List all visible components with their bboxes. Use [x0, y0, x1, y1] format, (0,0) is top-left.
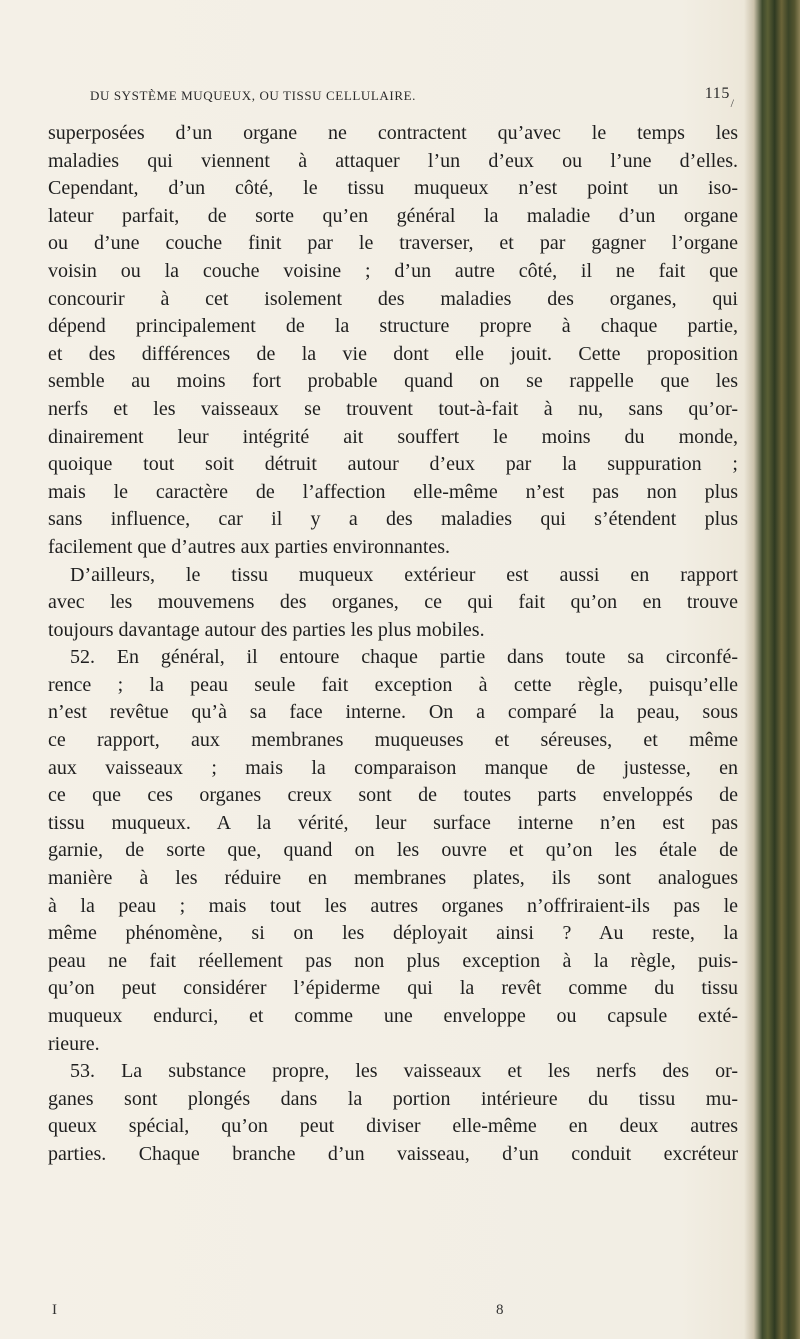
running-header — [90, 85, 730, 108]
signature-mark-right: 8 — [496, 1302, 504, 1318]
text-line: garnie, de sorte que, quand on les ouvre et qu’on les étale de — [48, 839, 738, 862]
text-line: voisin ou la couche voisine ; d’un autre côté, il ne fait que — [48, 259, 738, 282]
text-line: aux vaisseaux ; mais la comparaison manque de justesse, en — [48, 756, 738, 779]
signature-mark-left: I — [52, 1302, 57, 1318]
text-line: dépend principalement de la structure propre à chaque partie, — [48, 315, 738, 338]
body-text — [48, 120, 738, 1169]
text-line: queux spécial, qu’on peut diviser elle-même en deux autres — [48, 1115, 738, 1138]
running-title: DU SYSTÈME MUQUEUX, OU TISSU CELLULAIRE. — [90, 88, 417, 103]
text-line: peau ne fait réellement pas non plus exception à la règle, puis- — [48, 949, 738, 972]
text-line: ce que ces organes creux sont de toutes parts enveloppés de — [48, 784, 738, 807]
page-number: 115 — [704, 85, 730, 102]
text-line: muqueux endurci, et comme une enveloppe ou capsule exté- — [48, 1005, 738, 1027]
text-line: nerfs et les vaisseaux se trouvent tout-à-fait à nu, sans qu’or- — [48, 397, 738, 420]
text-line: n’est revêtue qu’à sa face interne. On a comparé la peau, sous — [48, 701, 738, 724]
text-line: semble au moins fort probable quand on se rappelle que les — [48, 370, 738, 393]
text-line: toujours davantage autour des parties les plus mobiles. — [48, 618, 485, 641]
text-line: rieure. — [48, 1032, 100, 1055]
book-binding-edge — [754, 0, 800, 1339]
paragraph-53-start: 53. La substance propre, les vaisseaux et les nerfs des or- — [70, 1060, 738, 1083]
paragraph-52-start: 52. En général, il entoure chaque partie dans toute sa circonfé- — [70, 646, 738, 669]
text-line: mais le caractère de l’affection elle-même n’est pas non plus — [48, 480, 738, 503]
text-line: parties. Chaque branche d’un vaisseau, d’un conduit excréteur — [48, 1142, 738, 1165]
text-line: Cependant, d’un côté, le tissu muqueux n’est point un iso- — [48, 177, 738, 200]
text-line: quoique tout soit détruit autour d’eux par la suppuration ; — [48, 453, 738, 476]
text-line: dinairement leur intégrité ait souffert le moins du monde, — [48, 425, 738, 448]
text-line: qu’on peut considérer l’épiderme qui la revêt comme du tissu — [48, 977, 738, 1000]
text-line: rence ; la peau seule fait exception à cette règle, puisqu’elle — [48, 673, 738, 696]
text-line: ganes sont plongés dans la portion intérieure du tissu mu- — [48, 1087, 738, 1110]
page-gutter-shadow — [744, 0, 754, 1339]
text-line: tissu muqueux. A la vérité, leur surface interne n’en est pas — [48, 811, 738, 834]
text-line: avec les mouvemens des organes, ce qui fait qu’on en trouve — [48, 591, 738, 614]
text-line: manière à les réduire en membranes plates, ils sont analogues — [48, 867, 738, 890]
margin-mark: / — [730, 96, 734, 110]
text-line: facilement que d’autres aux parties environnantes. — [48, 535, 451, 558]
text-line: superposées d’un organe ne contractent qu’avec le temps les — [48, 122, 738, 144]
text-line: lateur parfait, de sorte qu’en général la maladie d’un organe — [48, 204, 738, 227]
text-line: sans influence, car il y a des maladies qui s’étendent plus — [48, 508, 738, 531]
paragraph-start: D’ailleurs, le tissu muqueux extérieur est aussi en rapport — [70, 563, 738, 586]
text-line: ce rapport, aux membranes muqueuses et séreuses, et même — [48, 729, 738, 752]
text-line: maladies qui viennent à attaquer l’un d’eux ou l’une d’elles. — [48, 149, 738, 172]
text-line: même phénomène, si on les déployait ainsi ? Au reste, la — [48, 922, 738, 945]
page-footer — [48, 1302, 738, 1322]
text-line: à la peau ; mais tout les autres organes n’offriraient-ils pas le — [48, 894, 738, 917]
text-line: ou d’une couche finit par le traverser, et par gagner l’organe — [48, 232, 738, 255]
text-line: concourir à cet isolement des maladies des organes, qui — [48, 287, 738, 310]
text-line: et des différences de la vie dont elle jouit. Cette proposition — [48, 342, 738, 365]
